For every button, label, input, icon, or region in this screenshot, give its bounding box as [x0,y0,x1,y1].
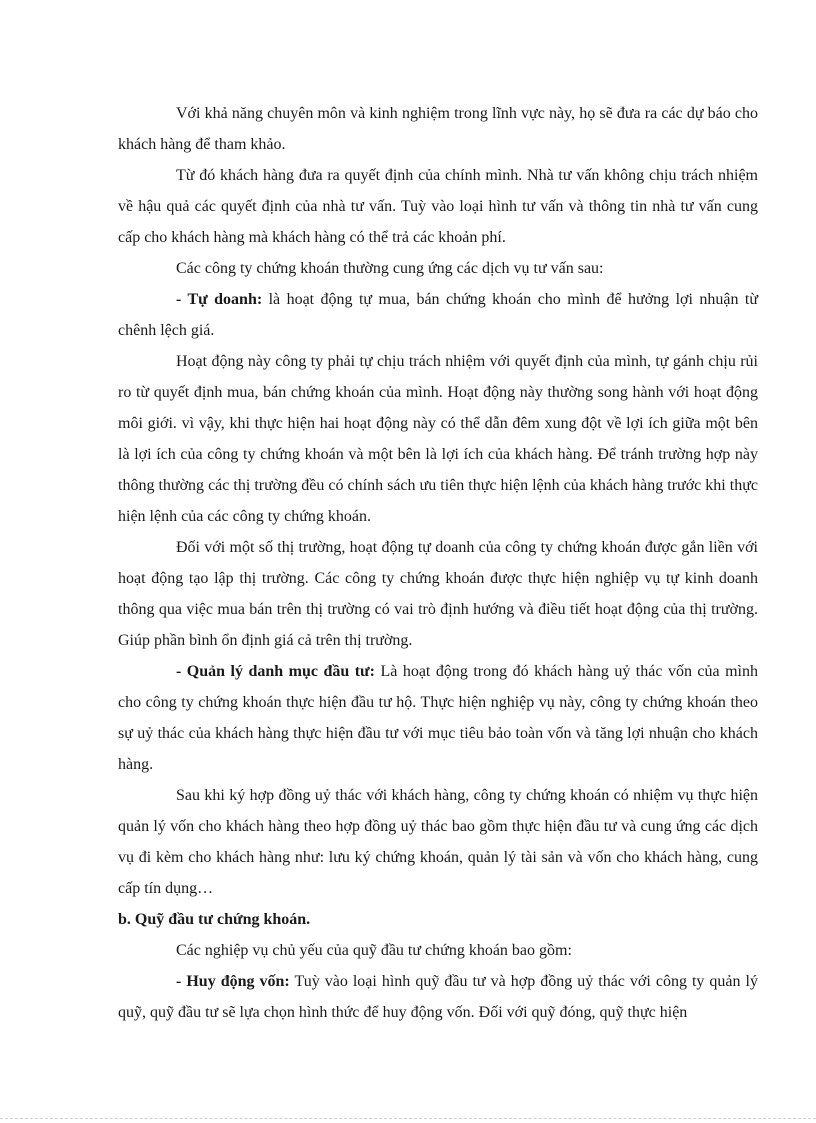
paragraph-text: là hoạt động tự mua, bán chứng khoán cho mình để hưởng lợi nhuận từ chênh lệch giá. [118,291,759,339]
paragraph-text: Sau khi ký hợp đồng uỷ thác với khách hàng, công ty chứng khoán có nhiệm vụ thực hiện quản lý vốn cho khách hàng theo hợp đồng uỷ thác bao gồm thực hiện đầu tư và cung ứng các dịch vụ đi kèm cho khách hàng như: lưu ký chứng khoán, quản lý tài sản và vốn cho khách hàng, cung cấp tín dụng… [118,787,758,897]
paragraph-text: Các nghiệp vụ chủ yếu của quỹ đầu tư chứng khoán bao gồm: [176,942,572,959]
paragraph [118,346,758,532]
paragraph [118,98,758,160]
paragraph-text: Là hoạt động trong đó khách hàng uỷ thác vốn của mình cho công ty chứng khoán thực hiện đầu tư hộ. Thực hiện nghiệp vụ này, công ty chứng khoán theo sự uỷ thác của khách hàng thực hiện đầu tư với mục tiêu bảo toàn vốn và tăng lợi nhuận cho khách hàng. [118,663,758,773]
paragraph-quan-ly-danh-muc [118,656,758,780]
paragraph-huy-dong-von [118,966,758,1028]
paragraph [118,160,758,253]
paragraph-text: Với khả năng chuyên môn và kinh nghiệm trong lĩnh vực này, họ sẽ đưa ra các dự báo cho khách hàng để tham khảo. [118,105,758,153]
document-body [118,98,758,1028]
paragraph [118,780,758,904]
paragraph-text: Hoạt động này công ty phải tự chịu trách nhiệm với quyết định của mình, tự gánh chịu rủi ro từ quyết định mua, bán chứng khoán của mình. Hoạt động này thường song hành với hoạt động môi giới. vì vậy, khi thực hiện hai hoạt động này có thể dẫn đêm xung đột về lợi ích giữa một bên là lợi ích của công ty chứng khoán và một bên là lợi ích của khách hàng. Để tránh trường hợp này thông thường các thị trường đều có chính sách ưu tiên thực hiện lệnh của khách hàng trước khi thực hiện lệnh của các công ty chứng khoán. [118,353,758,525]
paragraph-text: Từ đó khách hàng đưa ra quyết định của chính mình. Nhà tư vấn không chịu trách nhiệm về hậu quả các quyết định của nhà tư vấn. Tuỳ vào loại hình tư vấn và thông tin nhà tư vấn cung cấp cho khách hàng mà khách hàng có thể trả các khoản phí. [118,167,758,246]
paragraph-text: Các công ty chứng khoán thường cung ứng các dịch vụ tư vấn sau: [176,260,604,277]
section-heading-text: b. Quỹ đầu tư chứng khoán. [118,911,311,928]
term-label: - Tự doanh: [176,291,263,308]
paragraph-text: Đối với một số thị trường, hoạt động tự doanh của công ty chứng khoán được gắn liền với hoạt động tạo lập thị trường. Các công ty chứng khoán được thực hiện nghiệp vụ tự kinh doanh thông qua việc mua bán trên thị trường có vai trò định hướng và điều tiết hoạt động của thị trường. Giúp phần bình ổn định giá cả trên thị trường. [118,539,758,649]
term-label: - Huy động vốn: [176,973,290,990]
paragraph [118,935,758,966]
term-label: - Quản lý danh mục đầu tư: [176,663,375,680]
page-bottom-divider [0,1118,816,1119]
paragraph [118,532,758,656]
paragraph-text: Tuỳ vào loại hình quỹ đầu tư và hợp đồng uỷ thác với công ty quản lý quỹ, quỹ đầu tư sẽ lựa chọn hình thức để huy động vốn. Đối với quỹ đóng, quỹ thực hiện [118,973,759,1021]
section-heading [118,904,758,935]
paragraph-tu-doanh [118,284,758,346]
paragraph [118,253,758,284]
